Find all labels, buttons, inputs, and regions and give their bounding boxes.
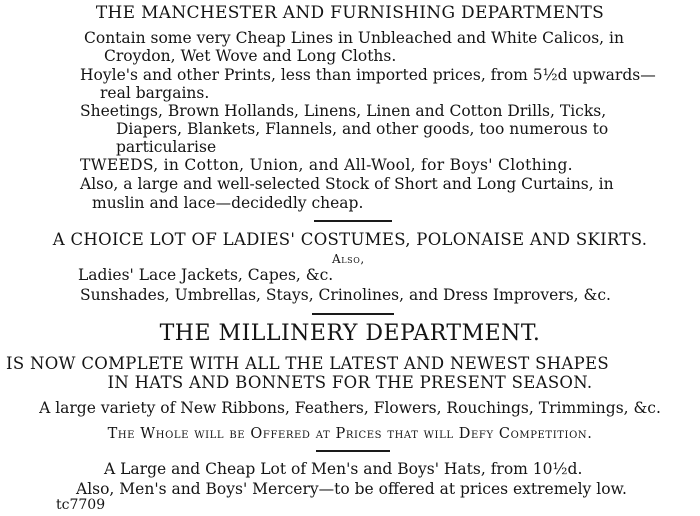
hats-line: Also, Men's and Boys' Mercery—to be offered at prices extremely low.: [76, 480, 627, 498]
section-divider: [314, 220, 392, 222]
costumes-line: Sunshades, Umbrellas, Stays, Crinolines, and Dress Improvers, &c.: [80, 286, 611, 304]
manchester-line: Also, a large and well-selected Stock of Short and Long Curtains, in: [80, 175, 614, 193]
manchester-line: Croydon, Wet Wove and Long Cloths.: [104, 47, 397, 65]
hats-line: A Large and Cheap Lot of Men's and Boys' Hats, from 10½d.: [104, 460, 583, 478]
millinery-prices-line: The Whole will be Offered at Prices that will Defy Competition.: [107, 426, 593, 442]
manchester-line: Sheetings, Brown Hollands, Linens, Linen and Cotton Drills, Ticks,: [80, 102, 607, 120]
manchester-line: muslin and lace—decidedly cheap.: [92, 194, 364, 212]
manchester-line: real bargains.: [100, 84, 210, 102]
section-divider: [312, 313, 394, 315]
manchester-heading: THE MANCHESTER AND FURNISHING DEPARTMENTS: [95, 3, 605, 23]
section-divider: [316, 450, 390, 452]
millinery-subheading: IN HATS AND BONNETS FOR THE PRESENT SEASON.: [107, 373, 593, 392]
millinery-subheading: IS NOW COMPLETE WITH ALL THE LATEST AND NEWEST SHAPES: [6, 354, 609, 373]
costumes-line: Ladies' Lace Jackets, Capes, &c.: [78, 266, 334, 284]
costumes-heading: A CHOICE LOT OF LADIES' COSTUMES, POLONAISE AND SKIRTS.: [52, 230, 648, 249]
manchester-line: TWEEDS, in Cotton, Union, and All-Wool, for Boys' Clothing.: [80, 156, 573, 174]
manchester-line: Diapers, Blankets, Flannels, and other goods, too numerous to: [116, 120, 609, 138]
manchester-line: Hoyle's and other Prints, less than imported prices, from 5½d upwards—: [80, 66, 656, 84]
millinery-heading: THE MILLINERY DEPARTMENT.: [159, 321, 541, 346]
also-label: Also,: [332, 252, 365, 266]
manchester-line: particularise: [116, 138, 217, 156]
manchester-line: Contain some very Cheap Lines in Unbleached and White Calicos, in: [84, 29, 624, 47]
millinery-variety-line: A large variety of New Ribbons, Feathers, Flowers, Rouchings, Trimmings, &c.: [39, 399, 661, 417]
reference-code: tc7709: [56, 497, 106, 513]
